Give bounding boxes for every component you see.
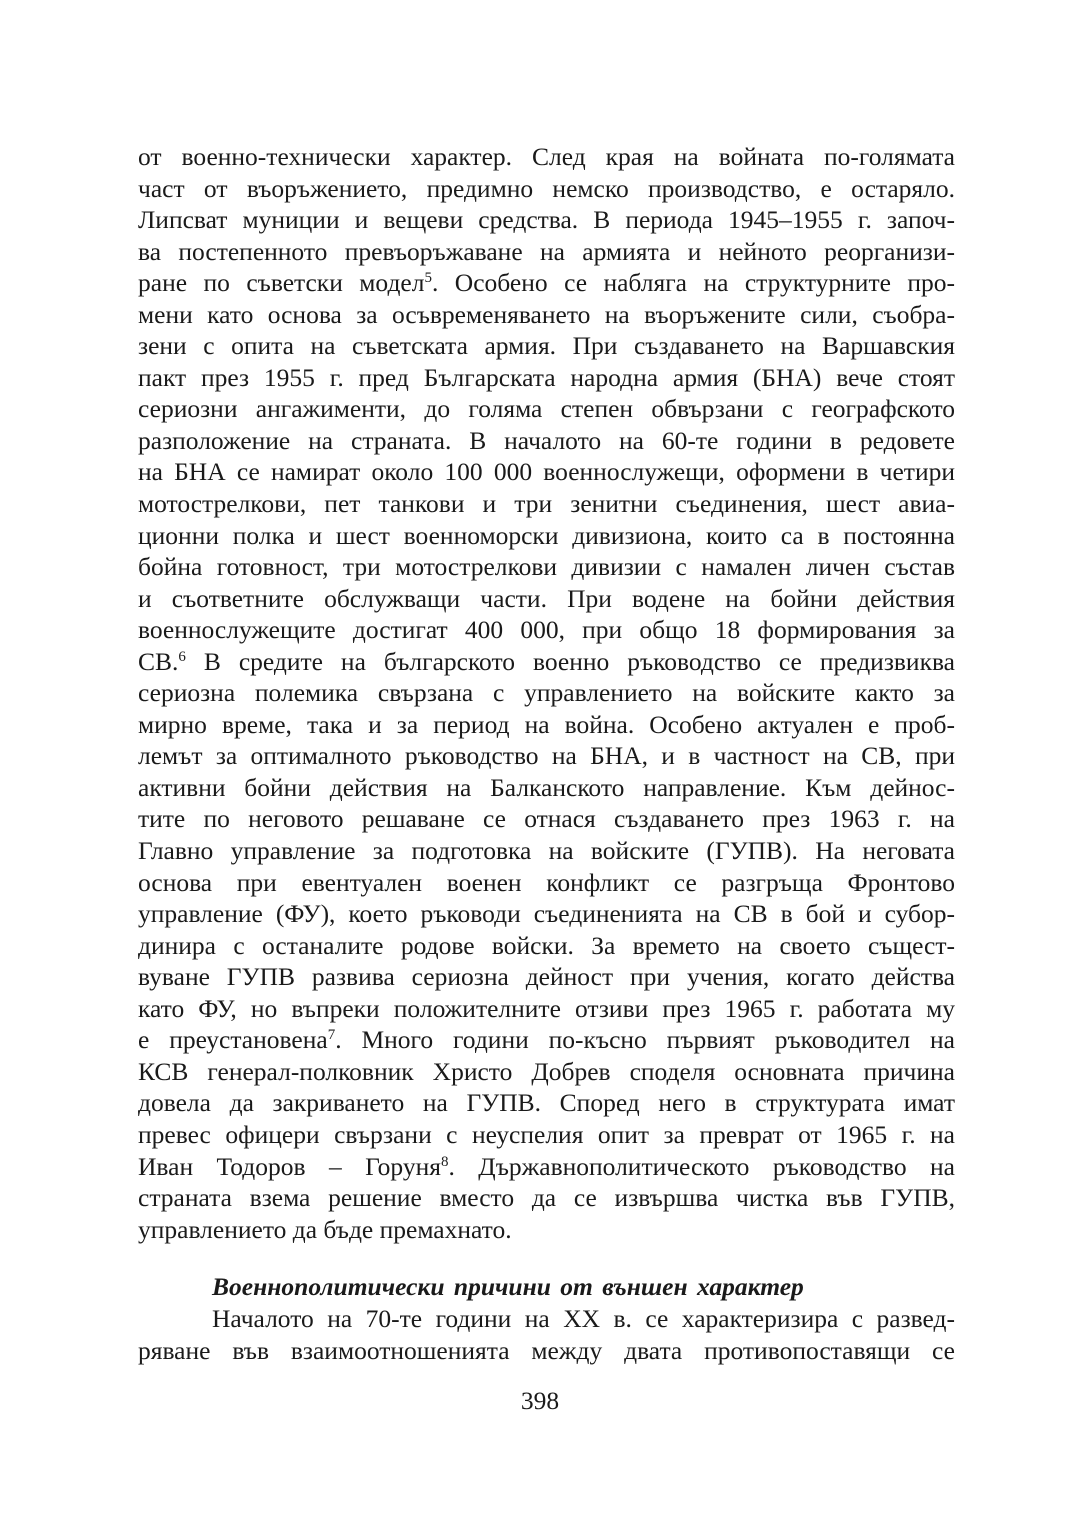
text-line: сериозна полемика свързана с управлението на войските както за <box>138 678 955 708</box>
text-line: вуване ГУПВ развива сериозна дейност при учения, когато действа <box>138 962 955 992</box>
text-line <box>138 1151 955 1183</box>
text-fragment: В средите на българското военно ръководство се предизвиква <box>185 646 955 676</box>
text-fragment: Иван Тодоров – Горуня <box>138 1151 441 1181</box>
text-line: ва постепенното превъоръжаване на армията и нейното реорганизи- <box>138 236 955 266</box>
text-line: ряване във взаимоотношенията между двата противопоставящи се <box>138 1335 955 1365</box>
text-line: страната взема решение вместо да се извършва чистка във ГУПВ, <box>138 1183 955 1213</box>
text-line: довела да закриването на ГУПВ. Според него в структурата имат <box>138 1088 955 1118</box>
text-line: и съответните обслужващи части. При водене на бойни действия <box>138 583 955 613</box>
text-line: основа при евентуален военен конфликт се разгръща Фронтово <box>138 867 955 897</box>
footnote-ref: 8 <box>440 1153 449 1170</box>
text-line: разположение на страната. В началото на 60-те години в редовете <box>138 425 955 455</box>
section-body-text <box>138 1303 955 1366</box>
text-line: зени с опита на съветската армия. При създаването на Варшавския <box>138 331 955 361</box>
text-line: Началото на 70-те години на XX в. се характеризира с развед- <box>212 1304 955 1333</box>
text-line: ционни полка и шест военноморски дивизиона, които са в постоянна <box>138 520 955 550</box>
text-line: част от въоръжението, предимно немско производство, е остаряло. <box>138 173 955 203</box>
footnote-ref: 6 <box>178 648 186 665</box>
text-line: Главно управление за подготовка на войските (ГУПВ). На неговата <box>138 836 955 866</box>
text-fragment: е преустановена <box>138 1025 328 1055</box>
text-line: бойна готовност, три мотострелкови дивизии с намален личен състав <box>138 552 955 582</box>
text-line: мотострелкови, пет танкови и три зенитни съединения, шест авиа- <box>138 489 955 519</box>
text-line: мирно време, така и за период на война. Особено актуален е проб- <box>138 709 955 739</box>
text-line: Липсват муниции и вещеви средства. В периода 1945–1955 г. започ- <box>138 205 955 235</box>
text-line: от военно-технически характер. След края на войната по-голямата <box>138 142 955 171</box>
text-line: превес офицери свързани с неуспелия опит за преврат от 1965 г. на <box>138 1119 955 1149</box>
text-line: сериозни ангажименти, до голяма степен обвързани с географското <box>138 394 955 424</box>
text-line: управление (ФУ), което ръководи съединенията на СВ в бой и субор- <box>138 899 955 929</box>
text-line: КСВ генерал-полковник Христо Добрев споделя основната причина <box>138 1056 955 1086</box>
text-fragment: СВ. <box>138 646 179 676</box>
text-fragment: ране по съветски модел <box>138 268 425 298</box>
footnote-ref: 5 <box>424 270 432 287</box>
text-line: тите по неговото решаване се отнася създаването през 1963 г. на <box>138 804 955 834</box>
text-line: управлението да бъде премахнато. <box>138 1214 512 1244</box>
text-fragment: . Особено се набляга на структурните про- <box>431 268 955 298</box>
text-fragment: . Държавнополитическото ръководство на <box>448 1151 955 1181</box>
text-line: на БНА се намират около 100 000 военнослужещи, оформени в четири <box>138 457 955 487</box>
text-line: активни бойни действия на Балканското направление. Към дейнос- <box>138 772 955 802</box>
footnote-ref: 7 <box>327 1027 336 1044</box>
text-line: като ФУ, но въпреки положителните отзиви през 1965 г. работата му <box>138 993 955 1023</box>
text-fragment: . Много години по-късно първият ръководител на <box>335 1025 956 1055</box>
page-number: 398 <box>520 1386 560 1415</box>
text-line: мени като основа за осъвременяването на въоръжените сили, съобра- <box>138 299 955 329</box>
text-line <box>138 646 955 678</box>
text-line: лемът за оптималното ръководство на БНА, и в частност на СВ, при <box>138 741 955 771</box>
section-heading: Военнополитически причини от външен характер <box>212 1272 804 1301</box>
text-line: динира с останалите родове войски. За времето на своето същест- <box>138 930 955 960</box>
text-line: военнослужещите достигат 400 000, при общо 18 формирования за <box>138 615 955 645</box>
body-text <box>138 141 955 1245</box>
text-line <box>138 1024 955 1056</box>
text-line <box>138 267 955 299</box>
text-line: пакт през 1955 г. пред Българската народна армия (БНА) вече стоят <box>138 362 955 392</box>
